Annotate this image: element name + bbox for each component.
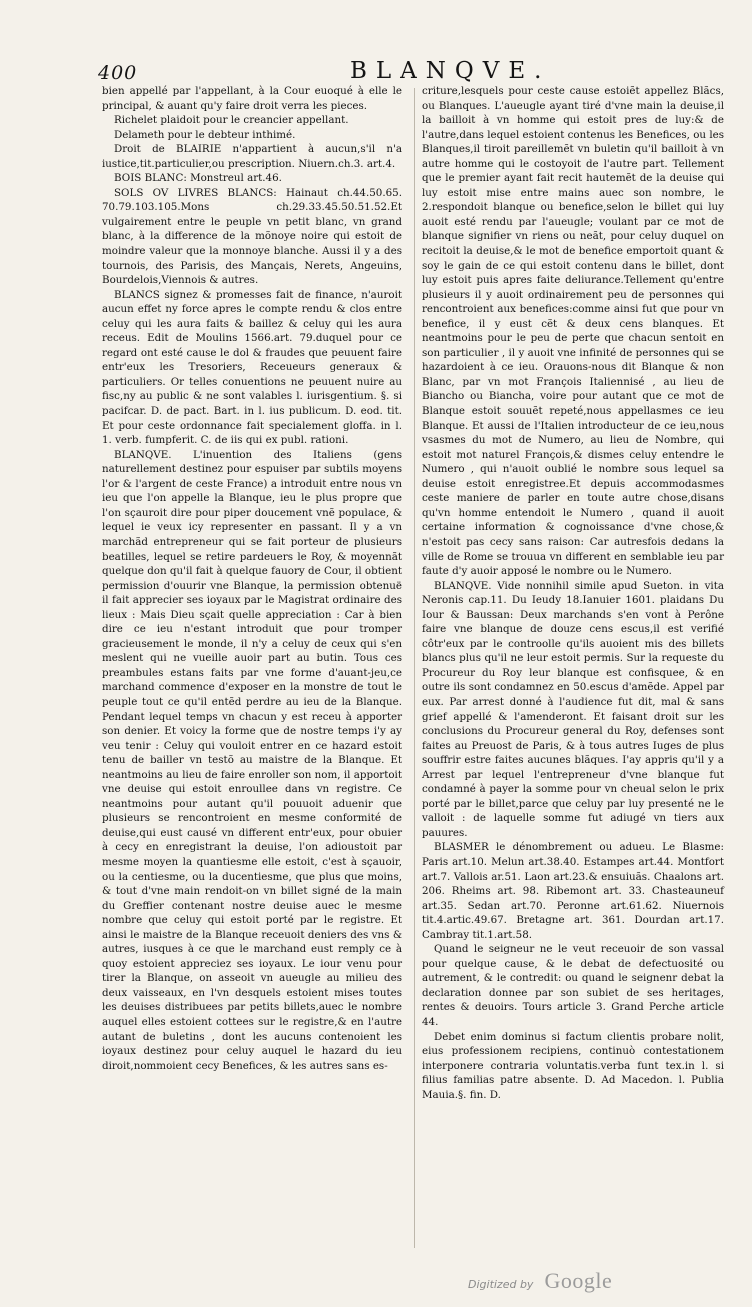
- watermark-prefix: Digitized by: [468, 1278, 534, 1291]
- paragraph: Richelet plaidoit pour le creancier appellant.: [114, 114, 349, 127]
- paragraph: Droit de BLAIRIE n'appartient à aucun,s'il n'a iustice,tit.particulier,ou prescription. Niuern.ch.3. art.4.: [102, 143, 402, 170]
- running-head: BLANQVE.: [350, 58, 551, 84]
- paragraph: Quand le seigneur ne le veut receuoir de son vassal pour quelque cause, & le debat de defectuosité ou autrement, & le contredit: ou quand le seignenr debat la declaration donnee par son subiet de ses heritages, rentes & deuoirs. Tours article 3. Grand Perche article 44.: [422, 943, 724, 1028]
- paragraph: bien appellé par l'appellant, à la Cour euoqué à elle le principal, & auant qu'y faire droit verra les pieces.: [102, 85, 402, 112]
- page-number: 400: [98, 62, 138, 84]
- paragraph: Debet enim dominus si factum clientis probare nolit, eius professionem recipiens, continuò contestationem interponere contraria voluntatis.verba funt tex.in l. si filius familias patre absente. D. Ad Macedon. l. Publia Mauia.§. fin. D.: [422, 1030, 724, 1101]
- right-column: [422, 84, 724, 1102]
- google-logo: Google: [544, 1268, 613, 1293]
- paragraph: BLASMER le dénombrement ou adueu. Le Blasme: Paris art.10. Melun art.38.40. Estampes art.44. Montfort art.7. Vallois ar.51. Laon art.23.& ensuiuãs. Chaalons art. 206. Rheims art. 98. Ribemont art. 33. Chasteauneuf art.35. Sedan art.70. Peronne art.61.62. Niuernois tit.4.artic.49.67. Bretagne art. 361. Dourdan art.17. Cambray tit.1.art.58.: [422, 841, 724, 941]
- paragraph: BLANCS signez & promesses fait de finance, n'auroit aucun effet ny force apres le compte rendu & clos entre celuy qui les aura faits & baillez & celuy qui les aura receus. Edit de Moulins 1566.art. 79.duquel pour ce regard ont esté cause le dol & fraudes que peuuent faire entr'eux les Tresoriers, Receueurs generaux & particuliers. Or telles conuentions ne peuuent nuire au fisc,ny au public & ne sont valables l. iurisgentium. §. si pacifcar. D. de pact. Bart. in l. ius publicum. D. eod. tit. Et pour ceste ordonnance fait specialement gloffa. in l. 1. verb. fumpferit. C. de iis qui ex publ. rationi.: [102, 288, 402, 447]
- paragraph: Delameth pour le debteur inthimé.: [114, 128, 296, 141]
- paragraph: SOLS OV LIVRES BLANCS: Hainaut ch.44.50.65. 70.79.103.105.Mons ch.29.33.45.50.51.52.Et vulgairement entre le peuple vn petit blanc, vn grand blanc, à la difference de la mõnoye noire qui estoit de moindre valeur que la monnoye blanche. Aussi il y a des tournois, des Parisis, des Mançais, Nerets, Angeuins, Bourdelois,Viennois & autres.: [102, 186, 402, 287]
- paragraph: BLANQVE. L'inuention des Italiens (gens naturellement destinez pour espuiser par subtils moyens l'or & l'argent de ceste France) a introduit entre nous vn ieu que l'on appelle la Blanque, ieu le plus propre que l'on sçauroit dire pour piper doucement vnẽ populace, & lequel ie veux icy representer en passant. Il y a vn marchãd entrepreneur qui se fait porteur de plusieurs beatilles, lequel se retire pardeuers le Roy, & moyennãt quelque don qu'il fait à quelque fauory de Cour, il obtient permission d'ouurir vne Blanque, la permission obtenuë il fait apprecier ses ioyaux par le Magistrat ordinaire des lieux : Mais Dieu sçait quelle appreciation : Car à bien dire ce ieu n'estant introduit que pour tromper gracieusement le monde, il n'y a celuy de ceux qui s'en meslent qui ne vueille auoir part au butin. Tous ces preambules estans faits par vne forme d'auant-jeu,ce marchand commence d'exposer en la monstre de tout le peuple tout ce qu'il entẽd perdre au ieu de la Blanque. Pendant lequel temps vn chacun y est receu à apporter son denier. Et voicy la forme que de nostre temps i'y ay veu tenir : Celuy qui vouloit entrer en ce hazard estoit tenu de bailler vn testõ au maistre de la Blanque. Et neantmoins au lieu de faire enroller son nom, il apportoit vne deuise qui estoit enroullee dans vn registre. Ce neantmoins pour autant qu'il pouuoit aduenir que plusieurs se rencontroient en mesme conformité de deuise,qui eust causé vn different entr'eux, pour obuier à cecy en enregistrant la deuise, l'on adioustoit par mesme moyen la quantiesme elle estoit, c'est à sçauoir, ou la centiesme, ou la ducentiesme, que plus que moins, & tout d'vne main rendoit-on vn billet signé de la main du Greffier contenant nostre deuise auec le mesme nombre que celuy qui estoit porté par le registre. Et ainsi le maistre de la Blanque receuoit deniers des vns & autres, iusques à ce que le marchand eust remply ce à quoy estoient appreciez ses ioyaux. Le iour venu pour tirer la Blanque, on asseoit vn aueugle au milieu des deux vaisseaux, en l'vn desquels estoient mises toutes les deuises distribuees par petits billets,auec le nombre auquel elles estoient cottees sur le registre,& en l'autre autant de buletins , dont les aucuns contenoient les ioyaux destinez pour celuy auquel le hazard du ieu diroit,nommoient cecy Benefices, & les autres sans es-: [102, 448, 402, 1072]
- digitized-watermark: [468, 1268, 612, 1294]
- column-divider: [414, 88, 415, 1248]
- left-column: [102, 84, 402, 1073]
- paragraph: criture,lesquels pour ceste cause estoiẽt appellez Blãcs, ou Blanques. L'aueugle ayant tiré d'vne main la deuise,il la bailloit à vn homme qui estoit pres de luy:& de l'autre,dans lequel estoient contenus les Benefices, ou les Blanques,il tiroit pareillemẽt vn buletin qu'il bailloit à vn autre homme qui le costoyoit de l'autre part. Tellement que le premier ayant fait recit hautemẽt de la deuise qui luy estoit mise entre mains auec son nombre, le 2.respondoit blanque ou benefice,selon le billet qui luy auoit esté rendu par l'aueugle; voulant par ce mot de blanque signifier vn riens ou neãt, pour celuy duquel on recitoit la deuise,& le mot de benefice emportoit quant & soy le gain de ce qui estoit contenu dans le billet, dont luy estoit puis apres faite deliurance.Tellement qu'entre plusieurs il y auoit ordinairement peu de personnes qui rencontroient aux benefices:comme ainsi fut que pour vn benefice, il y eust cẽt & deux cens blanques. Et neantmoins pour le peu de perte que chacun sentoit en son particulier , il y auoit vne infinité de personnes qui se hazardoient à ce ieu. Orauons-nous dit Blanque & non Blanc, par vn mot François Italiennisé , au lieu de Biancho ou Biancha, voire pour autant que ce mot de Blanque estoit souuẽt repeté,nous appellasmes ce ieu Blanque. Et aussi de l'Italien introducteur de ce ieu,nous vsasmes du mot de Numero, au lieu de Nombre, qui estoit mot naturel François,& dismes celuy entendre le Numero , qui n'auoit oublié le nombre sous lequel sa deuise estoit enregistree.Et depuis accommodasmes ceste maniere de parler en toute autre chose,disans qu'vn homme entendoit le Numero , quand il auoit certaine information & cognoissance d'vne chose,& n'estoit pas cecy sans raison: Car autresfois dedans la ville de Rome se trouua vn different en semblable ieu par faute d'y auoir apposé le nombre ou le Numero.: [422, 85, 724, 578]
- paragraph: BLANQVE. Vide nonnihil simile apud Sueton. in vita Neronis cap.11. Du Ieudy 18.Ianuier 1601. plaidans Du Iour & Baussan: Deux marchands s'en vont à Perône faire vne blanque de douze cens escus,il est verifié côtr'eux par le controolle qu'ils auoient mis des billets blancs plus qu'il ne leur estoit permis. Sur la requeste du Procureur du Roy leur blanque est confisquee, & en outre ils sont condamnez en 50.escus d'amẽde. Appel par eux. Par arrest donné à l'audience fut dit, mal & sans grief appellé & l'amenderont. Et faisant droit sur les conclusions du Procureur general du Roy, defenses sont faites au Preuost de Paris, & à tous autres Iuges de plus souffrir estre faites aucunes blãques. I'ay appris qu'il y a Arrest par lequel l'entrepreneur d'vne blanque fut condamné à payer la somme pour vn cheual selon le prix porté par le billet,parce que celuy par luy presenté ne le valloit : de laquelle somme fut adiugé vn tiers aux pauures.: [422, 579, 724, 839]
- paragraph: BOIS BLANC: Monstreul art.46.: [114, 172, 282, 185]
